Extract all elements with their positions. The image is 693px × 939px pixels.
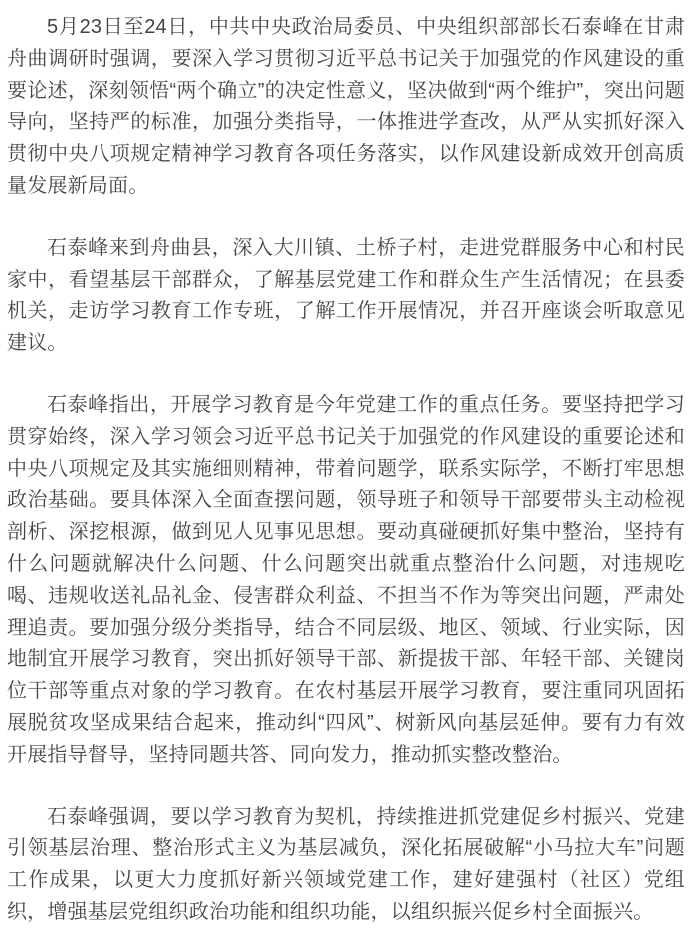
paragraph-emphasized: 石泰峰强调，要以学习教育为契机，持续推进抓党建促乡村振兴、党建引领基层治理、整治形式主义为基层减负，深化拓展破解“小马拉大车”问题工作成果，以更大力度抓好新兴领域党建工作，建好建强村（社区）党组织，增强基层党组织政治功能和组织功能，以组织振兴促乡村全面振兴。 bbox=[7, 805, 685, 923]
paragraph-visit: 石泰峰来到舟曲县，深入大川镇、土桥子村，走进党群服务中心和村民家中，看望基层干部群众，了解基层党建工作和群众生产生活情况；在县委机关，走访学习教育工作专班，了解工作开展情况，并召开座谈会听取意见建议。 bbox=[7, 236, 685, 355]
paragraph-intro: 5月23日至24日，中共中央政治局委员、中央组织部部长石泰峰在甘肃舟曲调研时强调，要深入学习贯彻习近平总书记关于加强党的作风建设的重要论述，深刻领悟“两个确立”的决定性意义，坚决做到“两个维护”，突出问题导向，坚持严的标准，加强分类指导，一体推进学查改，从严从实抓好深入贯彻中央八项规定精神学习教育各项任务落实，以作风建设新成效开创高质量发展新局面。 bbox=[7, 16, 685, 197]
paragraph-pointed-out: 石泰峰指出，开展学习教育是今年党建工作的重点任务。要坚持把学习贯穿始终，深入学习领会习近平总书记关于加强党的作风建设的重要论述和中央八项规定及其实施细则精神，带着问题学，联系实际学，不断打牢思想政治基础。要具体深入全面查摆问题，领导班子和领导干部要带头主动检视剖析、深挖根源，做到见人见事见思想。要动真碰硬抓好集中整治，坚持有什么问题就解决什么问题、什么问题突出就重点整治什么问题，对违规吃喝、违规收送礼品礼金、侵害群众利益、不担当不作为等突出问题，严肃处理追责。要加强分级分类指导，结合不同层级、地区、领域、行业实际，因地制宜开展学习教育，突出抓好领导干部、新提拔干部、年轻干部、关键岗位干部等重点对象的学习教育。在农村基层开展学习教育，要注重同巩固拓展脱贫攻坚成果结合起来，推动纠“四风”、树新风向基层延伸。要有力有效开展指导督导，坚持同题共答、同向发力，推动抓实整改整治。 bbox=[7, 393, 685, 766]
